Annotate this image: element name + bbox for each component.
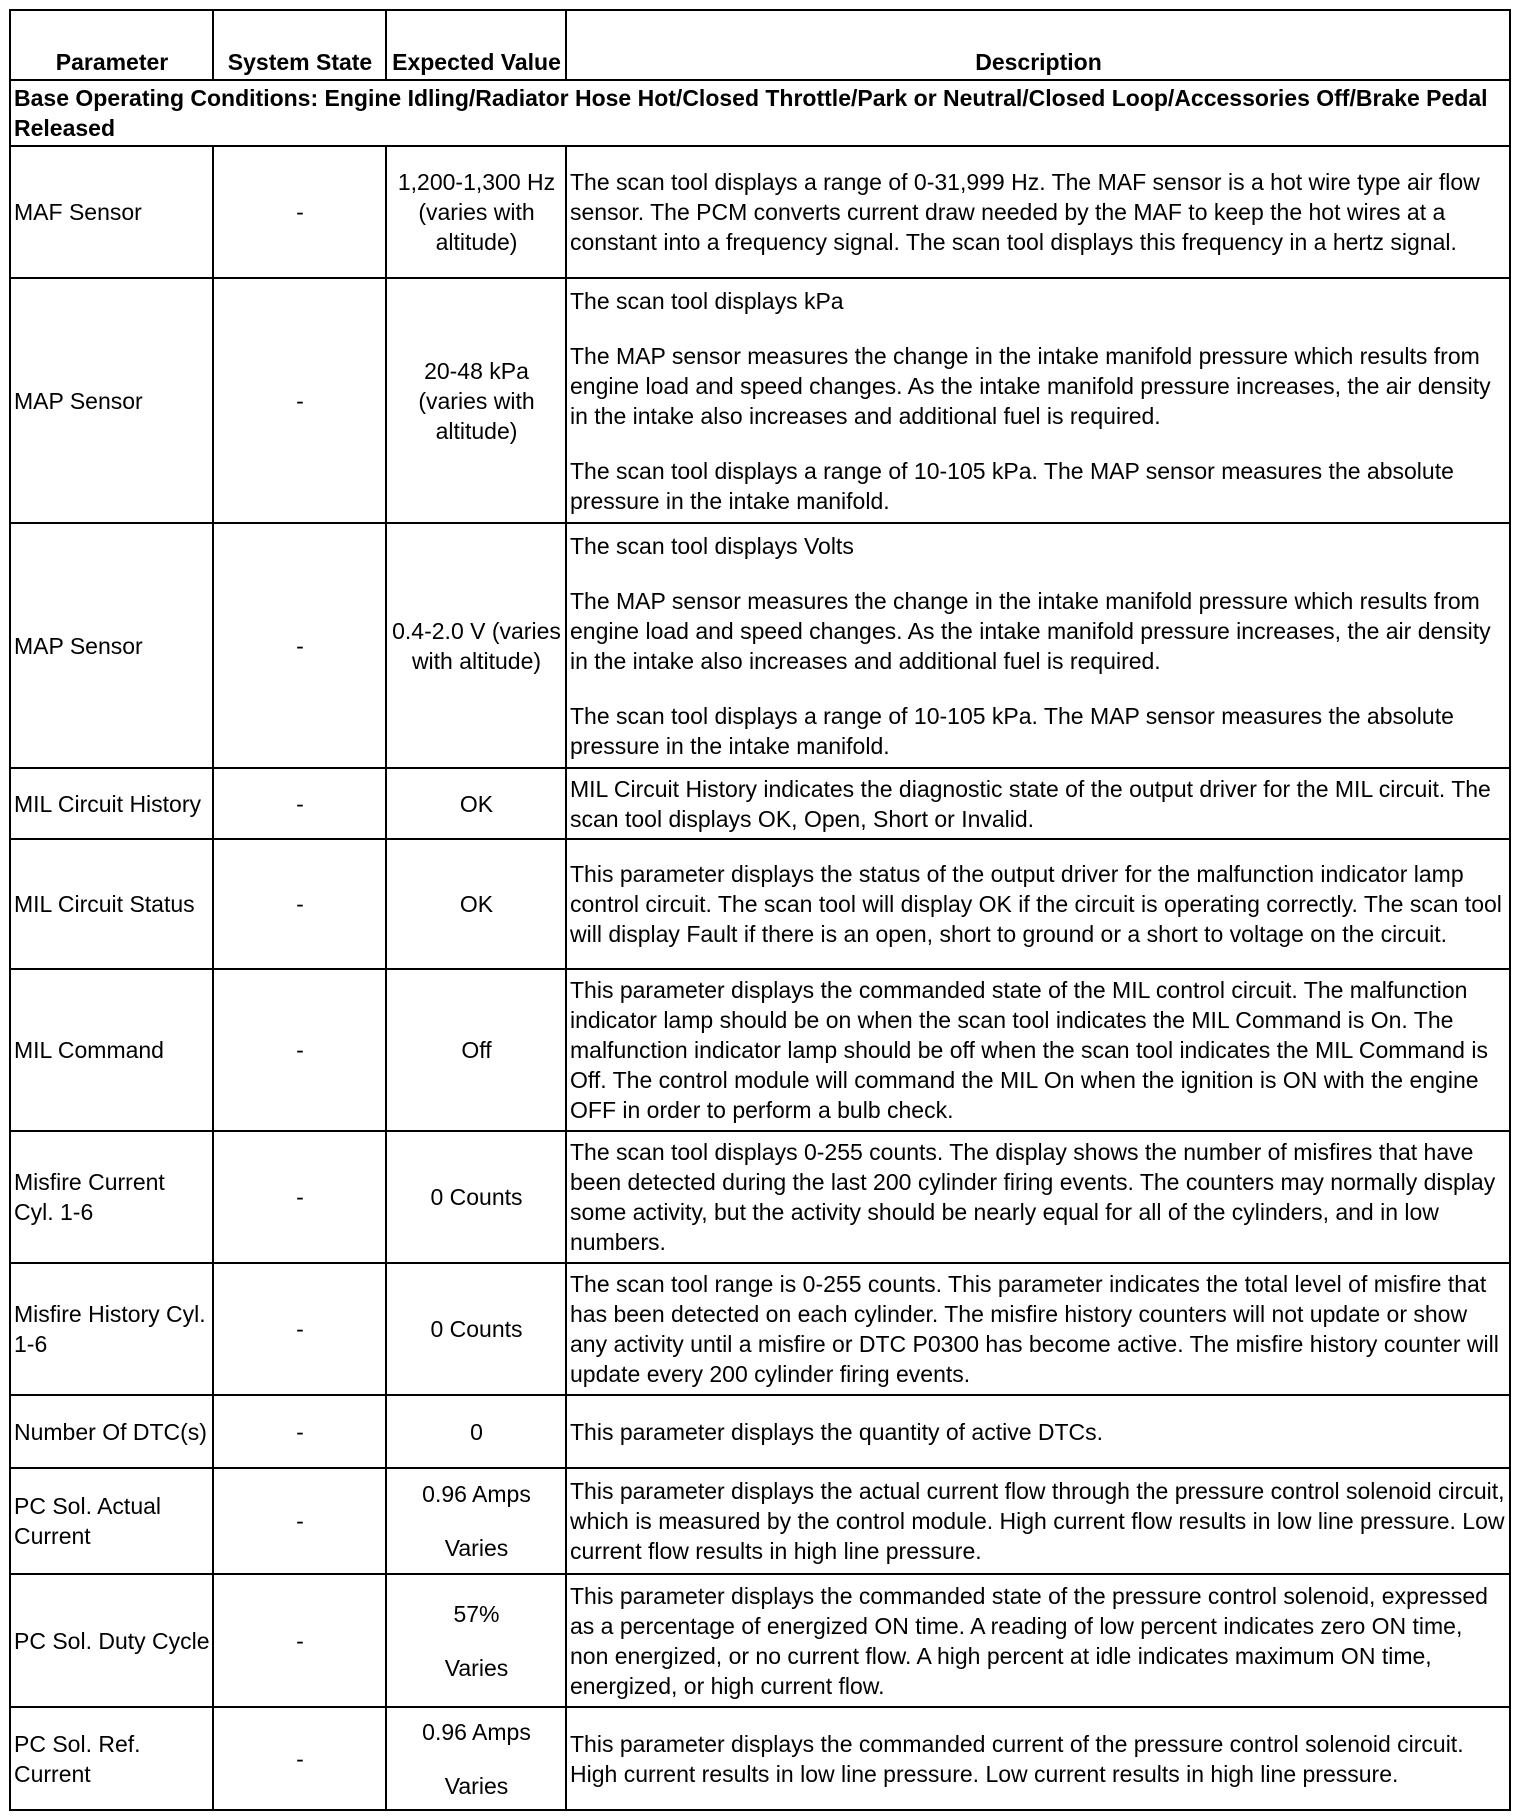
description-cell	[566, 278, 1510, 523]
description-cell	[566, 1574, 1510, 1707]
header-row	[10, 10, 1510, 80]
system-state-cell: -	[213, 278, 386, 523]
description-paragraph: This parameter displays the commanded state of the pressure control solenoid, expressed as a percentage of energized ON time. A reading of low percent indicates zero ON time, non energized, or no current flow. A high percent at idle indicates maximum ON time, energized, or high current flow.	[570, 1582, 1488, 1699]
expected-value-cell	[386, 1263, 566, 1395]
system-state-cell: -	[213, 1131, 386, 1263]
description-cell	[566, 1131, 1510, 1263]
table-row	[10, 969, 1510, 1131]
expected-value-line: Off	[461, 1037, 492, 1063]
conditions-row	[10, 80, 1510, 146]
description-paragraph: The scan tool displays 0-255 counts. The display shows the number of misfires that have been detected during the last 200 cylinder firing events. The counters may normally display some activity, but the activity should be nearly equal for all of the cylinders, and in low numbers.	[570, 1139, 1496, 1255]
description-cell	[566, 768, 1510, 839]
description-paragraph: This parameter displays the quantity of active DTCs.	[570, 1418, 1104, 1445]
table-row	[10, 1574, 1510, 1707]
expected-value-cell	[386, 839, 566, 969]
description-cell	[566, 523, 1510, 768]
expected-value-line: 0.4-2.0 V (varies with altitude)	[392, 617, 561, 674]
description-paragraph: The scan tool displays a range of 10-105 kPa. The MAP sensor measures the absolute pressure in the intake manifold.	[570, 457, 1454, 514]
table-row	[10, 146, 1510, 278]
parameter-cell: MIL Circuit History	[10, 768, 213, 839]
description-paragraph: MIL Circuit History indicates the diagnostic state of the output driver for the MIL circuit. The scan tool displays OK, Open, Short or Invalid.	[570, 775, 1491, 832]
expected-value-cell	[386, 969, 566, 1131]
description-paragraph: The scan tool displays a range of 0-31,999 Hz. The MAF sensor is a hot wire type air flow sensor. The PCM converts current draw needed by the MAF to keep the hot wires at a constant into a frequency signal. The scan tool displays this frequency in a hertz signal.	[570, 169, 1480, 255]
table-row	[10, 278, 1510, 523]
parameter-cell: Misfire Current Cyl. 1-6	[10, 1131, 213, 1263]
description-paragraph: The MAP sensor measures the change in the intake manifold pressure which results from engine load and speed changes. As the intake manifold pressure increases, the air density in the intake also increases and additional fuel is required.	[570, 342, 1491, 429]
table-row	[10, 1468, 1510, 1574]
system-state-cell: -	[213, 146, 386, 278]
description-paragraph: This parameter displays the commanded state of the MIL control circuit. The malfunction indicator lamp should be on when the scan tool indicates the MIL Command is On. The malfunction indicator lamp should be off when the scan tool indicates the MIL Command is Off. The control module will command the MIL On when the ignition is ON with the engine OFF in order to perform a bulb check.	[570, 977, 1488, 1123]
table-row	[10, 1131, 1510, 1263]
parameter-cell: Misfire History Cyl. 1-6	[10, 1263, 213, 1395]
parameter-cell: MAP Sensor	[10, 523, 213, 768]
table-row	[10, 839, 1510, 969]
description-paragraph: The MAP sensor measures the change in the intake manifold pressure which results from engine load and speed changes. As the intake manifold pressure increases, the air density in the intake also increases and additional fuel is required.	[570, 587, 1491, 674]
description-paragraph: The scan tool range is 0-255 counts. This parameter indicates the total level of misfire that has been detected on each cylinder. The misfire history counters will not update or show any activity until a misfire or DTC P0300 has become active. The misfire history counter will update every 200 cylinder firing events.	[570, 1271, 1499, 1387]
system-state-cell: -	[213, 523, 386, 768]
description-paragraph: The scan tool displays a range of 10-105 kPa. The MAP sensor measures the absolute pressure in the intake manifold.	[570, 702, 1454, 759]
table-row	[10, 768, 1510, 839]
expected-value-line: 0 Counts	[430, 1184, 523, 1210]
expected-value-cell	[386, 1574, 566, 1707]
parameter-cell: Number Of DTC(s)	[10, 1395, 213, 1468]
expected-value-line: 20-48 kPa (varies with altitude)	[418, 357, 535, 444]
description-paragraph: The scan tool displays Volts	[570, 532, 854, 559]
table-row	[10, 1263, 1510, 1395]
system-state-cell: -	[213, 1707, 386, 1810]
parameter-cell: MAF Sensor	[10, 146, 213, 278]
description-cell	[566, 1468, 1510, 1574]
expected-value-cell	[386, 523, 566, 768]
description-cell	[566, 1707, 1510, 1810]
expected-value-line: Varies	[444, 1654, 509, 1681]
table-row	[10, 1707, 1510, 1810]
system-state-cell: -	[213, 1263, 386, 1395]
expected-value-cell	[386, 278, 566, 523]
description-cell	[566, 1395, 1510, 1468]
parameter-cell: PC Sol. Actual Current	[10, 1468, 213, 1574]
description-cell	[566, 969, 1510, 1131]
expected-value-line: 57%	[453, 1600, 500, 1627]
header-parameter: Parameter	[10, 10, 213, 80]
description-cell	[566, 1263, 1510, 1395]
expected-value-cell	[386, 146, 566, 278]
table-row	[10, 523, 1510, 768]
expected-value-line: 0	[470, 1418, 483, 1445]
system-state-cell: -	[213, 1574, 386, 1707]
parameter-table-document	[9, 9, 1511, 1811]
system-state-cell: -	[213, 1395, 386, 1468]
header-description: Description	[566, 10, 1510, 80]
expected-value-cell	[386, 1395, 566, 1468]
header-system-state: System State	[213, 10, 386, 80]
header-expected-value: Expected Value	[386, 10, 566, 80]
description-cell	[566, 839, 1510, 969]
system-state-cell: -	[213, 768, 386, 839]
expected-value-line: 0 Counts	[430, 1316, 523, 1342]
system-state-cell: -	[213, 1468, 386, 1574]
expected-value-line: 1,200-1,300 Hz (varies with altitude)	[397, 169, 556, 255]
expected-value-line: OK	[459, 790, 494, 817]
expected-value-cell	[386, 768, 566, 839]
expected-value-line: OK	[459, 891, 494, 917]
expected-value-line: Varies	[444, 1772, 509, 1799]
system-state-cell: -	[213, 839, 386, 969]
expected-value-line: 0.96 Amps	[422, 1718, 531, 1745]
expected-value-line: 0.96 Amps	[422, 1481, 531, 1507]
expected-value-line: Varies	[444, 1535, 509, 1561]
scan-data-table	[9, 9, 1511, 1811]
system-state-cell: -	[213, 969, 386, 1131]
description-paragraph: This parameter displays the commanded current of the pressure control solenoid circuit. High current results in low line pressure. Low current results in high line pressure.	[570, 1730, 1464, 1787]
description-paragraph: This parameter displays the status of the output driver for the malfunction indicator lamp control circuit. The scan tool will display OK if the circuit is operating correctly. The scan tool will display Fault if there is an open, short to ground or a short to voltage on the circuit.	[570, 861, 1502, 947]
description-paragraph: The scan tool displays kPa	[570, 287, 844, 314]
description-cell	[566, 146, 1510, 278]
expected-value-cell	[386, 1468, 566, 1574]
parameter-cell: MAP Sensor	[10, 278, 213, 523]
parameter-cell: MIL Command	[10, 969, 213, 1131]
parameter-cell: PC Sol. Duty Cycle	[10, 1574, 213, 1707]
base-operating-conditions: Base Operating Conditions: Engine Idling/Radiator Hose Hot/Closed Throttle/Park or Neutral/Closed Loop/Accessories Off/Brake Pedal Released	[10, 80, 1510, 146]
description-paragraph: This parameter displays the actual current flow through the pressure control solenoid circuit, which is measured by the control module. High current flow results in low line pressure. Low current flow results in high line pressure.	[570, 1478, 1505, 1564]
table-row	[10, 1395, 1510, 1468]
expected-value-cell	[386, 1707, 566, 1810]
parameter-cell: PC Sol. Ref. Current	[10, 1707, 213, 1810]
parameter-cell: MIL Circuit Status	[10, 839, 213, 969]
expected-value-cell	[386, 1131, 566, 1263]
